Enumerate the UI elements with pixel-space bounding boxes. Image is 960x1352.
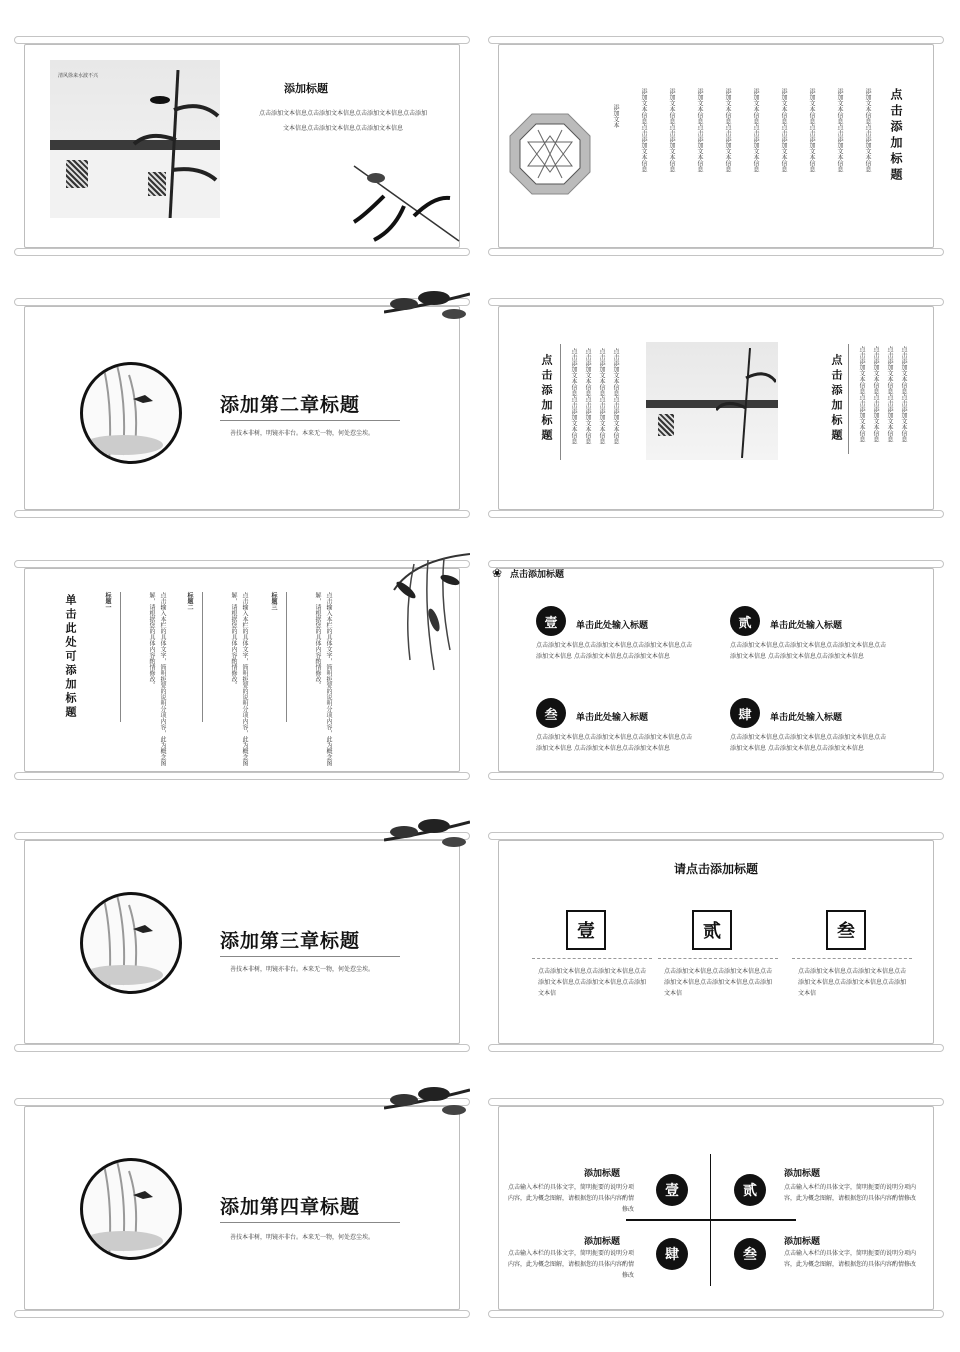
item-3-heading: 添加标题 [784,1237,821,1247]
scroll-rod-bottom [14,1044,470,1052]
item-1-text: 点击输入本栏的具体文字，简明扼要的说明分项内容，此为概念图解，请根据您的具体内容酌情修改。 [148,592,166,766]
slide-title: 请点击添加标题 [673,862,758,876]
chapter-title: 添加第二章标题 [220,394,361,416]
scroll-rod-bottom [488,1044,944,1052]
lattice-window-icon [508,112,592,196]
item-4-badge: 肆 [730,698,760,728]
item-1-heading: 添加标题 [584,1169,621,1179]
chapter-emblem [80,1158,182,1260]
text-column-3: 添加文本信息点击添加文本信息 [696,88,703,172]
title-underline [220,1222,400,1223]
scroll-rod-top [488,298,944,306]
item-1-rule [532,958,652,959]
item-3-label: 标题三 [270,592,277,610]
item-1-text: 点击添加文本信息点击添加文本信息点击添加文本信息点击添加文本信息 点击添加文本信息点击添加文本信息 [536,642,693,660]
slide-5[interactable] [14,550,470,790]
item-2-text: 点击添加文本信息点击添加文本信息点击添加文本信息点击添加文本信息点击添加文本信 [664,968,773,997]
slide-8[interactable] [488,822,944,1062]
chapter-emblem [80,892,182,994]
scroll-rod-bottom [488,510,944,518]
courtyard-photo [50,60,220,218]
slide-4[interactable] [488,288,944,528]
title-underline [220,956,400,957]
item-2-text: 点击输入本栏的具体文字，简明扼要的说明分项内容，此为概念图解，请根据您的具体内容酌情修改。 [230,592,248,766]
item-1-box: 壹 [566,910,606,950]
item-3-divider [286,592,287,722]
item-3-rule [792,958,912,959]
pine-ink-icon [384,1084,470,1120]
item-4-text: 点击添加文本信息点击添加文本信息点击添加文本信息点击添加文本信息 点击添加文本信息点击添加文本信息 [730,734,887,752]
small-label: 添加文本 [612,104,619,128]
item-1-text: 点击添加文本信息点击添加文本信息点击添加文本信息点击添加文本信息点击添加文本信 [538,968,647,997]
scroll-rod-bottom [488,248,944,256]
pine-ink-icon [384,288,470,324]
slide-title: 点击添加标题 [889,88,903,184]
left-divider [560,344,561,460]
scroll-rod-bottom [488,1310,944,1318]
bamboo-ink-icon [716,348,776,458]
text-column-5: 添加文本信息点击添加文本信息 [752,88,759,172]
item-3-badge: 叁 [536,698,566,728]
item-3-badge: 叁 [734,1238,766,1270]
center-horizontal-line [626,1219,796,1221]
item-2-box: 贰 [692,910,732,950]
item-3-box: 叁 [826,910,866,950]
text-column-1: 添加文本信息点击添加文本信息 [640,88,647,172]
item-2-heading: 单击此处输入标题 [770,621,843,631]
item-4-heading: 单击此处输入标题 [770,713,843,723]
pine-ink-icon [384,816,470,852]
item-1-label: 标题一 [104,592,111,610]
willow-swallow-icon [83,895,179,991]
courtyard-photo [646,342,778,460]
left-col-3: 点击添加文本信息点击添加文本信息 [598,348,605,444]
scroll-rod-bottom [14,510,470,518]
right-col-2: 点击添加文本信息点击添加文本信息 [872,346,879,442]
item-1-badge: 壹 [656,1174,688,1206]
chapter-subtitle: 善技本非树，明镜亦非台。本来无一物，何处惹尘埃。 [230,430,375,437]
item-1-heading: 单击此处输入标题 [576,621,649,631]
willow-swallow-icon [83,365,179,461]
slide-1[interactable] [14,26,470,266]
item-4-badge: 肆 [656,1238,688,1270]
item-3-text: 点击添加文本信息点击添加文本信息点击添加文本信息点击添加文本信息点击添加文本信 [798,968,907,997]
left-title: 点击添加标题 [540,354,553,444]
text-column-9: 添加文本信息点击添加文本信息 [864,88,871,172]
text-column-6: 添加文本信息点击添加文本信息 [780,88,787,172]
chapter-subtitle: 善技本非树，明镜亦非台。本来无一物，何处惹尘埃。 [230,966,375,973]
bird-bamboo-icon [344,156,464,246]
main-title: 单击此处可添加标题 [64,594,77,720]
right-title: 点击添加标题 [830,354,843,444]
slide-title: 点击添加标题 [510,570,565,580]
slide-title: 添加标题 [284,82,328,95]
slide-10[interactable] [488,1088,944,1328]
slide-9[interactable] [14,1088,470,1328]
slide-6[interactable] [488,550,944,790]
scroll-rod-bottom [14,1310,470,1318]
item-2-heading: 添加标题 [784,1169,821,1179]
item-1-divider [120,592,121,722]
text-column-7: 添加文本信息点击添加文本信息 [808,88,815,172]
item-2-text: 点击输入本栏的具体文字，简明扼要的说明分项内容，此为概念图解，请根据您的具体内容酌情修改 [784,1184,917,1202]
text-column-4: 添加文本信息点击添加文本信息 [724,88,731,172]
item-4-text: 点击输入本栏的具体文字，简明扼要的说明分项内容，此为概念图解，请根据您的具体内容酌情修改 [507,1250,634,1279]
item-2-rule [658,958,778,959]
item-2-text: 点击添加文本信息点击添加文本信息点击添加文本信息点击添加文本信息 点击添加文本信息点击添加文本信息 [730,642,887,660]
text-column-8: 添加文本信息点击添加文本信息 [836,88,843,172]
title-underline [220,420,400,421]
scroll-rod-bottom [488,772,944,780]
left-col-1: 点击添加文本信息点击添加文本信息 [570,348,577,444]
item-2-label: 标题二 [186,592,193,610]
item-3-text: 点击输入本栏的具体文字，简明扼要的说明分项内容，此为概念图解，请根据您的具体内容酌情修改。 [314,592,332,766]
right-divider [848,344,849,454]
left-col-2: 点击添加文本信息点击添加文本信息 [584,348,591,444]
left-col-4: 点击添加文本信息点击添加文本信息 [612,348,619,444]
slide-body: 点击添加文本信息点击添加文本信息点击添加文本信息点击添加文本信息点击添加文本信息点击添加文本信息 [258,110,427,132]
right-col-4: 点击添加文本信息点击添加文本信息 [900,346,907,442]
item-2-divider [202,592,203,722]
willow-branch-icon [354,550,470,700]
item-3-heading: 单击此处输入标题 [576,713,649,723]
chapter-subtitle: 善技本非树，明镜亦非台。本来无一物，何处惹尘埃。 [230,1234,375,1241]
scroll-rod-top [14,36,470,44]
photo-caption: 清风徐来水波不兴 [58,73,99,79]
slide-3[interactable] [14,288,470,528]
scroll-rod-top [488,832,944,840]
slide-2[interactable] [488,26,944,266]
item-1-badge: 壹 [536,606,566,636]
item-4-heading: 添加标题 [584,1237,621,1247]
chapter-title: 添加第三章标题 [220,930,361,952]
item-1-text: 点击输入本栏的具体文字，简明扼要的说明分项内容，此为概念图解，请根据您的具体内容酌情修改 [507,1184,634,1213]
item-2-badge: 贰 [734,1174,766,1206]
scroll-rod-top [488,1098,944,1106]
slide-7[interactable] [14,822,470,1062]
right-col-1: 点击添加文本信息点击添加文本信息 [858,346,865,442]
bamboo-ink-icon [130,70,220,218]
item-2-badge: 贰 [730,606,760,636]
scroll-rod-bottom [14,248,470,256]
text-column-2: 添加文本信息点击添加文本信息 [668,88,675,172]
item-3-text: 点击输入本栏的具体文字，简明扼要的说明分项内容，此为概念图解，请根据您的具体内容酌情修改 [784,1250,917,1268]
willow-swallow-icon [83,1161,179,1257]
right-col-3: 点击添加文本信息点击添加文本信息 [886,346,893,442]
chapter-emblem [80,362,182,464]
scroll-rod-bottom [14,772,470,780]
plum-blossom-icon: ❀ [492,566,503,580]
item-3-text: 点击添加文本信息点击添加文本信息点击添加文本信息点击添加文本信息 点击添加文本信息点击添加文本信息 [536,734,693,752]
scroll-rod-top [488,36,944,44]
chapter-title: 添加第四章标题 [220,1196,361,1218]
